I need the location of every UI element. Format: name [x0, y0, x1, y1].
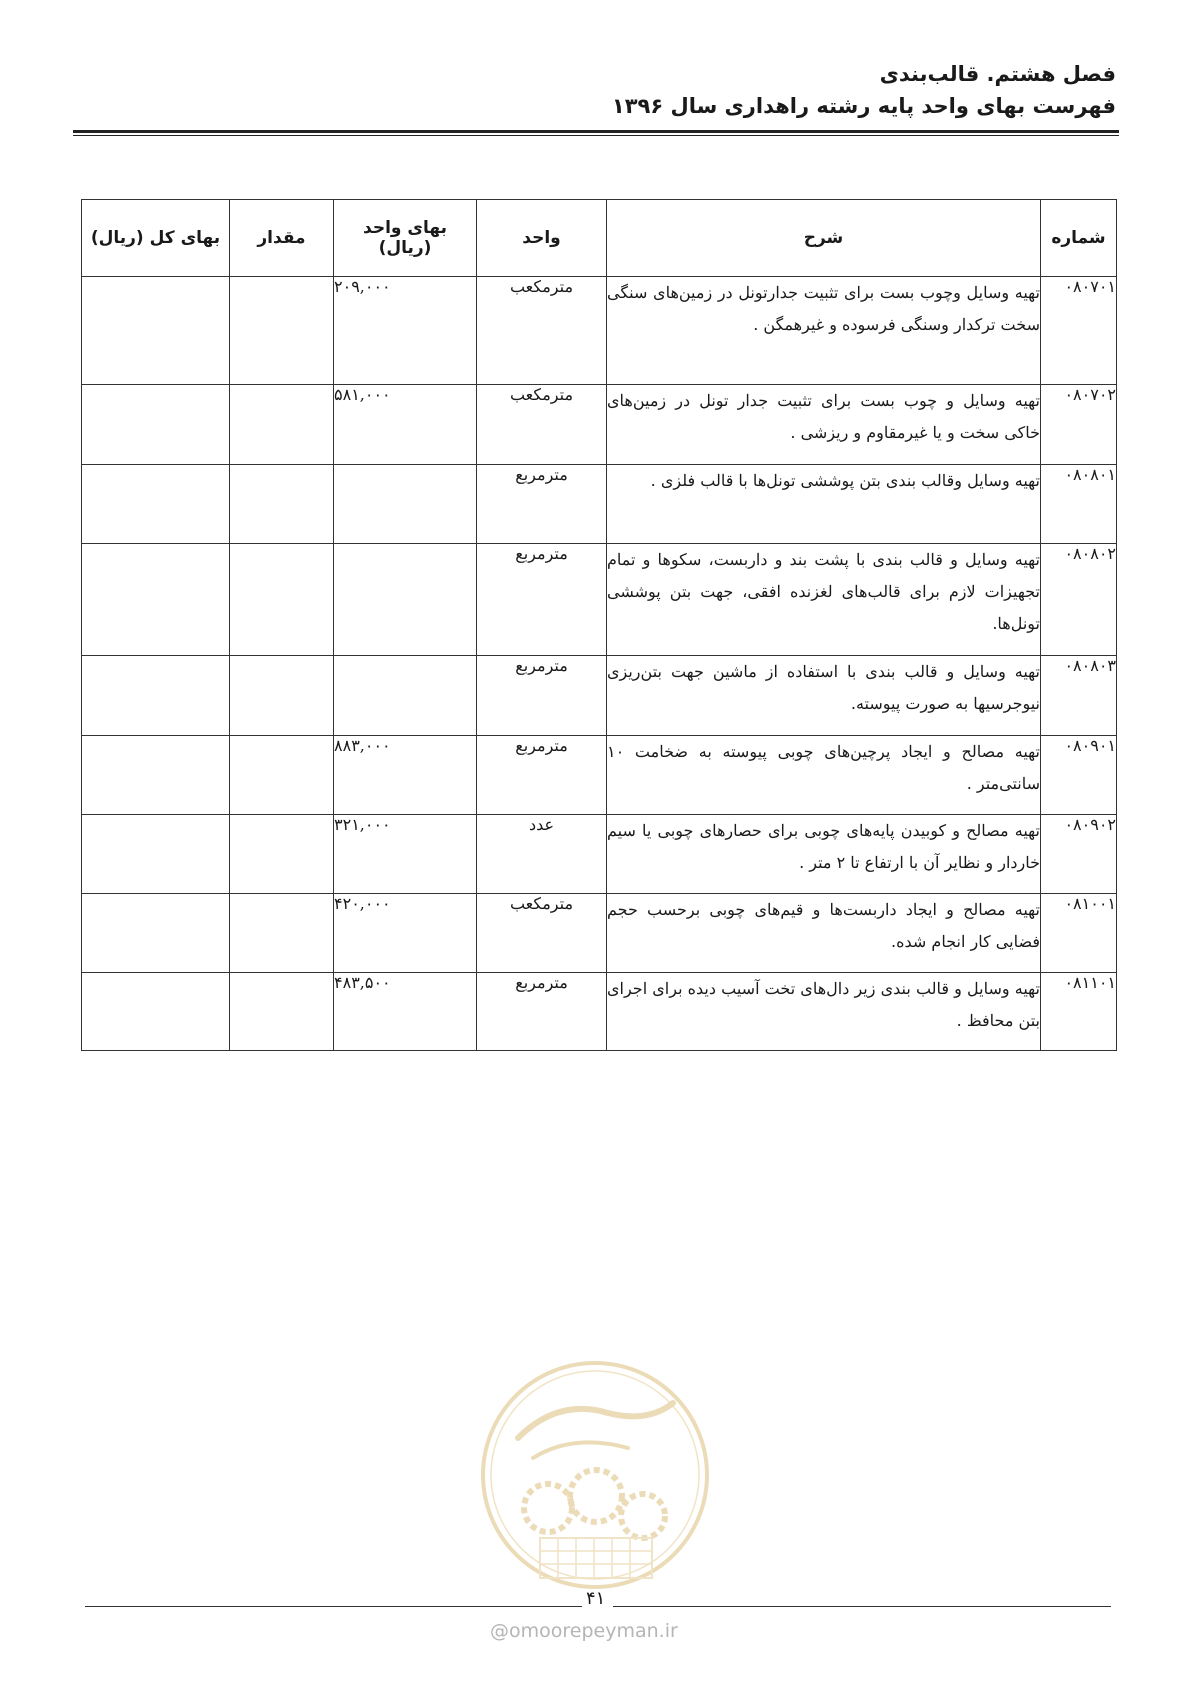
item-total [82, 656, 230, 736]
item-quantity [230, 973, 334, 1051]
item-unit: عدد [477, 815, 607, 894]
header-description: شرح [607, 200, 1041, 277]
item-unit: مترمکعب [477, 277, 607, 385]
item-description: تهیه وسایل و قالب بندی با استفاده از ماشین جهت بتن‌ریزی نیوجرسیها به صورت پیوسته. [607, 656, 1041, 736]
document-title: فهرست بهای واحد پایه رشته راهداری سال ۱۳۹۶ [611, 94, 1116, 118]
table-row [82, 656, 1117, 736]
item-quantity [230, 815, 334, 894]
page-number: ۴۱ [586, 1588, 606, 1609]
item-quantity [230, 544, 334, 656]
price-list-table [81, 199, 1117, 1051]
item-code: ۰۸۱۰۰۱ [1041, 894, 1117, 973]
table-row [82, 277, 1117, 385]
table-row [82, 465, 1117, 544]
item-unit-price [334, 465, 477, 544]
item-description: تهیه مصالح و کوبیدن پایه‌های چوبی برای حصارهای چوبی یا سیم خاردار و نظایر آن با ارتفاع تا ۲ متر . [607, 815, 1041, 894]
header-rule-thin [73, 135, 1119, 136]
item-total [82, 385, 230, 465]
page-header [612, 58, 1116, 122]
header-total: بهای کل (ریال) [82, 200, 230, 277]
table-header-row [82, 200, 1117, 277]
item-unit-price: ۸۸۳,۰۰۰ [334, 736, 477, 815]
header-unit-price [334, 200, 477, 277]
item-code: ۰۸۰۸۰۳ [1041, 656, 1117, 736]
item-unit-price [334, 544, 477, 656]
watermark-url: @omoorepeyman.ir [490, 1620, 678, 1642]
item-total [82, 277, 230, 385]
header-rule-thick [73, 130, 1119, 133]
table-row [82, 736, 1117, 815]
item-code: ۰۸۰۸۰۲ [1041, 544, 1117, 656]
item-description: تهیه وسایل وچوب بست برای تثبیت جدارتونل در زمین‌های سنگی سخت ترکدار وسنگی فرسوده و غیرهمگن . [607, 277, 1041, 385]
item-total [82, 544, 230, 656]
item-code: ۰۸۰۷۰۲ [1041, 385, 1117, 465]
item-unit-price: ۳۲۱,۰۰۰ [334, 815, 477, 894]
footer-rule-left [85, 1606, 582, 1607]
item-unit-price: ۵۸۱,۰۰۰ [334, 385, 477, 465]
item-total [82, 894, 230, 973]
table-row [82, 973, 1117, 1051]
table-row [82, 544, 1117, 656]
item-unit-price: ۴۸۳,۵۰۰ [334, 973, 477, 1051]
item-description: تهیه وسایل و قالب بندی با پشت بند و داربست، سکوها و تمام تجهیزات لازم برای قالب‌های لغزنده افقی، جهت بتن پوششی تونل‌ها. [607, 544, 1041, 656]
item-unit: مترمکعب [477, 385, 607, 465]
table-row [82, 815, 1117, 894]
item-description: تهیه وسایل وقالب بندی بتن پوششی تونل‌ها با قالب فلزی . [607, 465, 1041, 544]
table-row [82, 894, 1117, 973]
item-total [82, 815, 230, 894]
item-quantity [230, 465, 334, 544]
item-unit-price: ۴۲۰,۰۰۰ [334, 894, 477, 973]
item-quantity [230, 736, 334, 815]
item-total [82, 973, 230, 1051]
footer-rule-right [613, 1606, 1111, 1607]
item-total [82, 736, 230, 815]
item-description: تهیه وسایل و قالب بندی زیر دال‌های تخت آسیب دیده برای اجرای بتن محافظ . [607, 973, 1041, 1051]
item-code: ۰۸۱۱۰۱ [1041, 973, 1117, 1051]
item-unit: مترمربع [477, 465, 607, 544]
item-unit-price [334, 656, 477, 736]
item-quantity [230, 894, 334, 973]
item-unit: مترمربع [477, 544, 607, 656]
item-description: تهیه مصالح و ایجاد پرچین‌های چوبی پیوسته به ضخامت ۱۰ سانتی‌متر . [607, 736, 1041, 815]
chapter-title: فصل هشتم. قالب‌بندی [879, 62, 1116, 86]
item-quantity [230, 656, 334, 736]
table-row [82, 385, 1117, 465]
header-code: شماره [1041, 200, 1117, 277]
item-unit-price: ۲۰۹,۰۰۰ [334, 277, 477, 385]
item-code: ۰۸۰۸۰۱ [1041, 465, 1117, 544]
header-unit-price-label: بهای واحد [363, 218, 447, 238]
header-quantity: مقدار [230, 200, 334, 277]
item-quantity [230, 385, 334, 465]
item-code: ۰۸۰۹۰۱ [1041, 736, 1117, 815]
header-unit-price-currency: (ریال) [378, 238, 432, 258]
item-code: ۰۸۰۹۰۲ [1041, 815, 1117, 894]
item-unit: مترمربع [477, 656, 607, 736]
item-description: تهیه مصالح و ایجاد داربست‌ها و قیم‌های چوبی برحسب حجم فضایی کار انجام شده. [607, 894, 1041, 973]
item-quantity [230, 277, 334, 385]
item-total [82, 465, 230, 544]
header-unit: واحد [477, 200, 607, 277]
item-code: ۰۸۰۷۰۱ [1041, 277, 1117, 385]
item-unit: مترمربع [477, 973, 607, 1051]
watermark-logo-icon [478, 1358, 713, 1593]
item-description: تهیه وسایل و چوب بست برای تثبیت جدار تونل در زمین‌های خاکی سخت و یا غیرمقاوم و ریزشی . [607, 385, 1041, 465]
item-unit: مترمربع [477, 736, 607, 815]
item-unit: مترمکعب [477, 894, 607, 973]
